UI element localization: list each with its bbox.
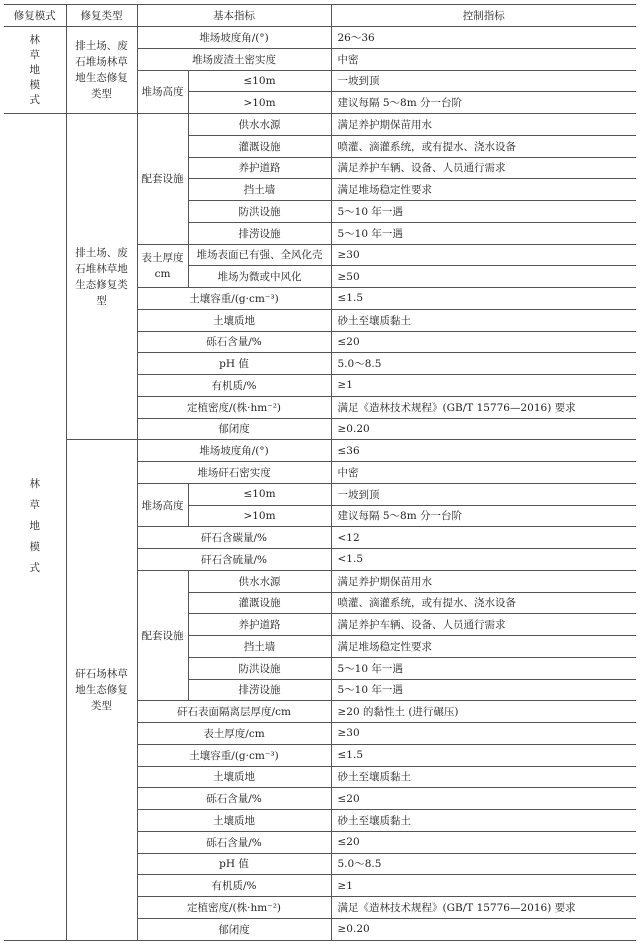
indicator-cell: pH 值 bbox=[137, 853, 331, 875]
control-cell: 满足养护期保苗用水 bbox=[331, 570, 636, 592]
indicator-cell: >10m bbox=[188, 505, 331, 527]
indicator-cell: 灌溉设施 bbox=[188, 592, 331, 614]
indicator-cell: ≤10m bbox=[188, 70, 331, 92]
indicator-cell: 堆场坡度角/(°) bbox=[137, 440, 331, 462]
control-cell: <12 bbox=[331, 527, 636, 549]
control-cell: 建议每隔 5～8m 分一台阶 bbox=[331, 505, 636, 527]
indicator-cell: 土壤质地 bbox=[137, 766, 331, 788]
indicator-cell: 砾石含量/% bbox=[137, 788, 331, 810]
control-cell: 满足堆场稳定性要求 bbox=[331, 179, 636, 201]
control-cell: 中密 bbox=[331, 462, 636, 484]
control-cell: 建议每隔 5～8m 分一台阶 bbox=[331, 92, 636, 114]
control-cell: ≤20 bbox=[331, 788, 636, 810]
indicator-cell: 土壤质地 bbox=[137, 309, 331, 331]
indicator-cell: 土壤容重/(g·cm⁻³) bbox=[137, 744, 331, 766]
control-cell: 砂土至壤质黏土 bbox=[331, 766, 636, 788]
control-cell: 满足堆场稳定性要求 bbox=[331, 636, 636, 658]
control-cell: ≥1 bbox=[331, 375, 636, 397]
table-row bbox=[4, 114, 636, 136]
indicator-cell: 养护道路 bbox=[188, 157, 331, 179]
control-cell: 砂土至壤质黏土 bbox=[331, 309, 636, 331]
group-cell-facilities: 配套设施 bbox=[137, 114, 188, 245]
control-cell: ≥50 bbox=[331, 266, 636, 288]
control-cell: ≥30 bbox=[331, 244, 636, 266]
control-cell: 一坡到顶 bbox=[331, 70, 636, 92]
indicator-cell: 挡土墙 bbox=[188, 636, 331, 658]
header-mode: 修复模式 bbox=[4, 5, 66, 27]
control-cell: ≥1 bbox=[331, 875, 636, 897]
indicator-cell: 有机质/% bbox=[137, 875, 331, 897]
control-cell: ≥20 的黏性土 (进行碾压) bbox=[331, 701, 636, 723]
group-cell-facilities: 配套设施 bbox=[137, 570, 188, 701]
control-cell: 5～10 年一遇 bbox=[331, 222, 636, 244]
header-control-indicator: 控制指标 bbox=[331, 5, 636, 27]
indicator-cell: 灌溉设施 bbox=[188, 135, 331, 157]
indicator-cell: 防洪设施 bbox=[188, 201, 331, 223]
control-cell: 26～36 bbox=[331, 27, 636, 49]
indicator-cell: 郁闭度 bbox=[137, 418, 331, 440]
table-row bbox=[4, 27, 636, 49]
repair-mode-label: 林草地模式 bbox=[29, 33, 40, 106]
indicator-cell: 郁闭度 bbox=[137, 918, 331, 940]
header-row bbox=[4, 5, 636, 27]
indicator-cell: 矸石含硫量/% bbox=[137, 549, 331, 571]
control-cell: 满足养护期保苗用水 bbox=[331, 114, 636, 136]
control-cell: ≤20 bbox=[331, 831, 636, 853]
indicator-cell: >10m bbox=[188, 92, 331, 114]
control-cell: ≤36 bbox=[331, 440, 636, 462]
control-cell: 喷灌、滴灌系统，或有提水、浇水设备 bbox=[331, 592, 636, 614]
indicator-cell: ≤10m bbox=[188, 483, 331, 505]
control-cell: 5.0～8.5 bbox=[331, 353, 636, 375]
indicator-cell: 砾石含量/% bbox=[137, 331, 331, 353]
repair-mode-cell bbox=[4, 114, 66, 941]
indicator-cell: 防洪设施 bbox=[188, 657, 331, 679]
indicator-cell: 挡土墙 bbox=[188, 179, 331, 201]
indicator-cell: 表土厚度/cm bbox=[137, 723, 331, 745]
indicator-cell: 矸石含碳量/% bbox=[137, 527, 331, 549]
control-cell: ≥0.20 bbox=[331, 918, 636, 940]
indicator-cell: 堆场坡度角/(°) bbox=[137, 27, 331, 49]
standards-table bbox=[4, 4, 636, 941]
header-basic-indicator: 基本指标 bbox=[137, 5, 331, 27]
indicator-cell: 供水水源 bbox=[188, 114, 331, 136]
control-cell: <1.5 bbox=[331, 549, 636, 571]
indicator-cell: 养护道路 bbox=[188, 614, 331, 636]
group-cell-height: 堆场高度 bbox=[137, 70, 188, 114]
repair-type-cell: 排土场、废石堆场林草地生态修复类型 bbox=[66, 27, 137, 114]
table-row bbox=[4, 440, 636, 462]
indicator-cell: 排涝设施 bbox=[188, 679, 331, 701]
indicator-cell: 定植密度/(株·hm⁻²) bbox=[137, 897, 331, 919]
control-cell: 满足养护车辆、设备、人员通行需求 bbox=[331, 157, 636, 179]
control-cell: 一坡到顶 bbox=[331, 483, 636, 505]
control-cell: 满足《造林技术规程》(GB/T 15776—2016) 要求 bbox=[331, 396, 636, 418]
repair-mode-cell bbox=[4, 27, 66, 114]
control-cell: 满足《造林技术规程》(GB/T 15776—2016) 要求 bbox=[331, 897, 636, 919]
control-cell: ≥0.20 bbox=[331, 418, 636, 440]
indicator-cell: 供水水源 bbox=[188, 570, 331, 592]
header-type: 修复类型 bbox=[66, 5, 137, 27]
indicator-cell: 堆场矸石密实度 bbox=[137, 462, 331, 484]
indicator-cell: 土壤容重/(g·cm⁻³) bbox=[137, 288, 331, 310]
indicator-cell: 堆场为微或中风化 bbox=[188, 266, 331, 288]
control-cell: 喷灌、滴灌系统，或有提水、浇水设备 bbox=[331, 135, 636, 157]
indicator-cell: 堆场废渣土密实度 bbox=[137, 48, 331, 70]
indicator-cell: 堆场表面已有强、全风化壳 bbox=[188, 244, 331, 266]
control-cell: 5～10 年一遇 bbox=[331, 201, 636, 223]
indicator-cell: 矸石表面隔离层厚度/cm bbox=[137, 701, 331, 723]
control-cell: 5～10 年一遇 bbox=[331, 657, 636, 679]
control-cell: 5.0～8.5 bbox=[331, 853, 636, 875]
control-cell: ≥30 bbox=[331, 723, 636, 745]
control-cell: 满足养护车辆、设备、人员通行需求 bbox=[331, 614, 636, 636]
repair-mode-label: 林草地模式 bbox=[29, 478, 40, 575]
control-cell: ≤1.5 bbox=[331, 744, 636, 766]
group-cell-soil-thickness: 表土厚度 cm bbox=[137, 244, 188, 288]
control-cell: 中密 bbox=[331, 48, 636, 70]
indicator-cell: 定植密度/(株·hm⁻²) bbox=[137, 396, 331, 418]
control-cell: 砂土至壤质黏土 bbox=[331, 810, 636, 832]
indicator-cell: 排涝设施 bbox=[188, 222, 331, 244]
control-cell: 5～10 年一遇 bbox=[331, 679, 636, 701]
indicator-cell: 有机质/% bbox=[137, 375, 331, 397]
group-cell-height: 堆场高度 bbox=[137, 483, 188, 527]
repair-type-cell: 排土场、废石堆林草地生态修复类型 bbox=[66, 114, 137, 440]
indicator-cell: pH 值 bbox=[137, 353, 331, 375]
indicator-cell: 砾石含量/% bbox=[137, 831, 331, 853]
control-cell: ≤1.5 bbox=[331, 288, 636, 310]
indicator-cell: 土壤质地 bbox=[137, 810, 331, 832]
repair-type-cell: 矸石场林草地生态修复类型 bbox=[66, 440, 137, 940]
control-cell: ≤20 bbox=[331, 331, 636, 353]
